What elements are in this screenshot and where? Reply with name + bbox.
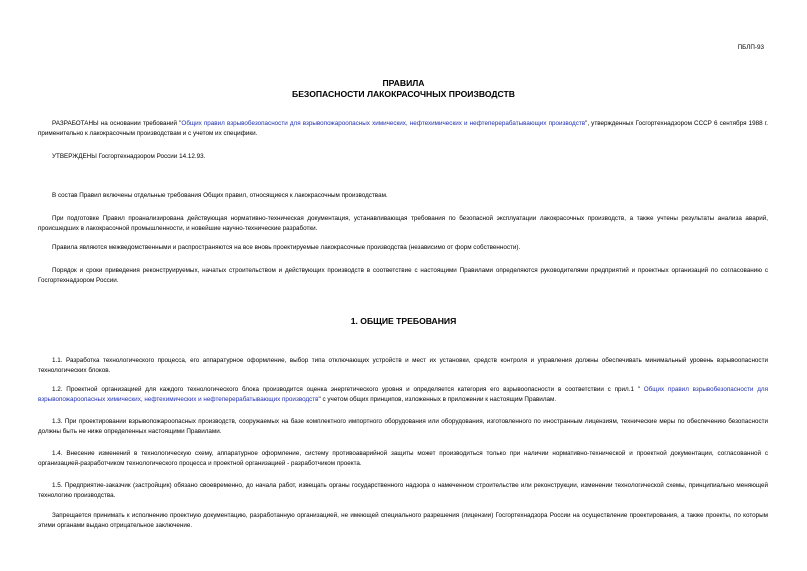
- paragraph: Порядок и сроки приведения реконструируемых, начатых строительством и действующих производств в соответствие с настоящими Правилами определяются руководителями предприятий и проектных организаций по согласованию с Госгортехнадзором России.: [38, 267, 768, 284]
- clause-1-3: 1.3. При проектировании взрывопожароопасных производств, сооружаемых на базе комплектного импортного оборудования или оборудования, изготовленного по иностранным лицензиям, технические меры по обеспечению безопасности должны быть не ниже определенных настоящими Правилами.: [38, 418, 768, 435]
- developed-pre: РАЗРАБОТАНЫ на основании требований ": [52, 120, 182, 127]
- title-line-2: БЕЗОПАСНОСТИ ЛАКОКРАСОЧНЫХ ПРОИЗВОДСТВ: [292, 89, 515, 99]
- clause-1-5: 1.5. Предприятие-заказчик (застройщик) обязано своевременно, до начала работ, извещать органы государственного надзора о намеченном строительстве или реконструкции, изменении технологической схемы, принципиально меняющей технологию производства.: [38, 482, 768, 499]
- prohibition-paragraph: Запрещается принимать к исполнению проектную документацию, разработанную организацией, не имеющей специального разрешения (лицензии) Госгортехнадзора России на осуществление проектирования, а также проекты, по которым этими органами выдано отрицательное заключение.: [38, 512, 768, 529]
- document-code: ПБЛП-93: [737, 44, 764, 51]
- general-rules-link[interactable]: Общих правил взрывобезопасности для взрывопожароопасных химических, нефтехимических и нефтеперерабатывающих производств: [38, 386, 768, 403]
- paragraph: При подготовке Правил проанализирована действующая нормативно-техническая документация, устанавливающая требования по безопасной эксплуатации лакокрасочных производств, а также учтены результаты анализа аварий, происшедших в лакокрасочной промышленности, и новейшие научно-технические разработки.: [38, 215, 768, 232]
- intro-approved-paragraph: УТВЕРЖДЕНЫ Госгортехнадзором России 14.12.93.: [52, 153, 206, 160]
- paragraph: Правила являются межведомственными и распространяются на все вновь проектируемые лакокрасочные производства (независимо от форм собственности).: [52, 244, 521, 251]
- clause-1-1: 1.1. Разработка технологического процесса, его аппаратурное оформление, выбор типа отключающих устройств и мест их установки, средств контроля и управления должны обеспечивать минимальный уровень взрывоопасности технологических блоков.: [38, 357, 768, 374]
- document-title: [0, 78, 807, 100]
- title-line-1: ПРАВИЛА: [382, 78, 425, 88]
- intro-developed-paragraph: [38, 119, 768, 139]
- clause-1-2-post: " с учетом общих принципов, изложенных в приложении к настоящим Правилам.: [318, 396, 557, 403]
- clause-1-2: [38, 385, 768, 405]
- developed-post: ", утвержденных Госгортехнадзором СССР 6 сентября 1988 г. применительно к лакокрасочным производствам и с учетом их специфики.: [38, 120, 768, 137]
- clause-1-2-pre: 1.2. Проектной организацией для каждого технологического блока производится оценка энергетического уровня и определяется категория его взрывоопасности в соответствии с прил.1 ": [52, 386, 644, 393]
- section-heading: 1. ОБЩИЕ ТРЕБОВАНИЯ: [350, 316, 457, 326]
- clause-1-4: 1.4. Внесение изменений в технологическую схему, аппаратурное оформление, систему противоаварийной защиты может производиться только при наличии нормативно-технической и проектной документации, согласованной с организацией-разработчиком технологического процесса и проектной организацией - разработчиком проекта.: [38, 450, 768, 467]
- general-rules-link[interactable]: Общих правил взрывобезопасности для взрывопожароопасных химических, нефтехимических и нефтеперерабатывающих производств: [181, 120, 586, 127]
- paragraph: В состав Правил включены отдельные требования Общих правил, относящиеся к лакокрасочным производствам.: [52, 192, 388, 199]
